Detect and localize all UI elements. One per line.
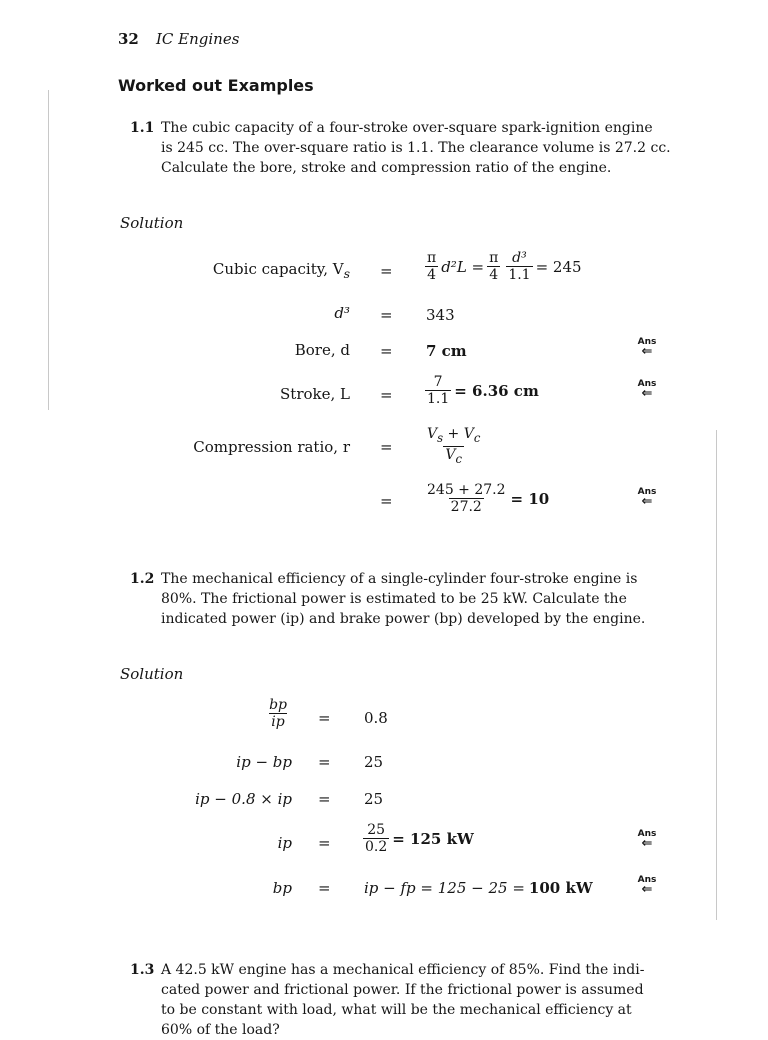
problem-line: The mechanical efficiency of a single-cylinder four-stroke engine is <box>161 571 638 587</box>
problem-number: 1.1 <box>130 120 155 136</box>
problem-text <box>161 960 670 1040</box>
expression: d²L = <box>441 257 485 276</box>
fraction <box>425 374 451 407</box>
result: = 125 kW <box>392 829 474 848</box>
symbol: V <box>427 426 438 442</box>
numerator: 7 <box>433 374 443 390</box>
equals-sign: = <box>380 438 393 456</box>
equals-sign: = <box>318 709 331 727</box>
answer-marker <box>634 379 660 401</box>
compression-ratio-lhs: Compression ratio, r <box>193 438 350 456</box>
answer-marker <box>634 829 660 851</box>
answer-label: Ans <box>637 875 657 885</box>
subscript: c <box>473 430 481 445</box>
problem-text <box>161 118 670 178</box>
answer-label: Ans <box>637 829 657 839</box>
result: 100 kW <box>528 879 593 897</box>
cubic-capacity-label: Cubic capacity, V <box>212 260 344 278</box>
denominator <box>443 446 464 467</box>
problem-1-3 <box>130 960 670 1040</box>
problem-line: indicated power (ip) and brake power (bp) developed by the engine. <box>161 611 646 627</box>
cubic-capacity-lhs <box>213 260 350 281</box>
equals-sign: = <box>318 753 331 771</box>
ip-substitution-lhs: ip − 0.8 × ip <box>195 790 292 808</box>
equals-sign: = <box>380 492 393 510</box>
stroke-rhs <box>422 374 539 407</box>
answer-marker <box>634 875 660 897</box>
ip-lhs: ip <box>277 834 292 852</box>
answer-label: Ans <box>637 379 657 389</box>
subscript: s <box>343 266 350 281</box>
cubic-capacity-rhs <box>422 250 582 283</box>
ip-minus-bp-lhs: ip − bp <box>236 753 292 771</box>
symbol: V <box>445 446 456 463</box>
result: = 6.36 cm <box>454 381 539 400</box>
ip-minus-bp-value: 25 <box>364 753 384 771</box>
compression-ratio-rhs <box>422 426 485 467</box>
problem-1-1 <box>130 118 670 178</box>
problem-line: to be constant with load, what will be the mechanical efficiency at <box>161 1002 632 1018</box>
numerator: π <box>489 250 499 266</box>
problem-number: 1.2 <box>130 571 155 587</box>
problem-line: A 42.5 kW engine has a mechanical efficiency of 85%. Find the indi- <box>161 962 645 978</box>
left-margin-rule <box>48 90 49 410</box>
answer-marker <box>634 487 660 509</box>
fraction <box>487 250 500 283</box>
running-title: IC Engines <box>156 30 240 48</box>
bp-rhs <box>364 879 593 897</box>
fraction <box>506 250 532 283</box>
left-double-arrow-icon: ⇐ <box>641 386 653 401</box>
numerator: π <box>427 250 437 266</box>
fraction <box>425 250 438 283</box>
equals-sign: = <box>380 306 393 324</box>
denominator: 4 <box>427 267 437 283</box>
problem-line: 60% of the load? <box>161 1022 280 1038</box>
equals-sign: = <box>380 262 393 280</box>
denominator: ip <box>271 714 285 730</box>
ratio-value: 0.8 <box>364 709 388 727</box>
solution-label: Solution <box>120 665 184 683</box>
left-double-arrow-icon: ⇐ <box>641 494 653 509</box>
right-margin-rule <box>716 430 717 920</box>
problem-text <box>161 569 670 629</box>
bore-lhs: Bore, d <box>294 341 350 359</box>
bp-lhs: bp <box>272 879 292 897</box>
bp-ip-ratio-lhs <box>264 697 292 730</box>
subscript: s <box>437 430 444 445</box>
answer-label: Ans <box>637 337 657 347</box>
denominator: 0.2 <box>365 839 388 855</box>
stroke-lhs: Stroke, L <box>280 385 350 403</box>
solution-label: Solution <box>120 214 184 232</box>
ip-substitution-value: 25 <box>364 790 384 808</box>
denominator: 1.1 <box>427 391 450 407</box>
equals-sign: = <box>318 879 331 897</box>
numerator: bp <box>269 697 287 713</box>
numerator: 245 + 27.2 <box>427 482 506 498</box>
equals-sign: = <box>318 834 331 852</box>
answer-label: Ans <box>637 487 657 497</box>
equals-sign: = <box>380 386 393 404</box>
problem-1-2 <box>130 569 670 629</box>
answer-marker <box>634 337 660 359</box>
section-title: Worked out Examples <box>118 76 314 95</box>
expression: ip − fp = 125 − 25 = <box>364 879 525 897</box>
fraction <box>267 697 289 730</box>
denominator: 1.1 <box>508 267 531 283</box>
subscript: c <box>455 451 463 466</box>
problem-line: The cubic capacity of a four-stroke over-square spark-ignition engine <box>161 120 653 136</box>
compression-ratio-result <box>422 482 549 515</box>
numerator <box>425 426 482 446</box>
numerator: d³ <box>512 250 527 266</box>
ip-rhs <box>360 822 474 855</box>
d-cubed-value: 343 <box>426 306 455 324</box>
equals-sign: = <box>380 342 393 360</box>
problem-line: cated power and frictional power. If the frictional power is assumed <box>161 982 644 998</box>
left-double-arrow-icon: ⇐ <box>641 882 653 897</box>
fraction <box>425 482 508 515</box>
symbol: + V <box>443 426 474 442</box>
numerator: 25 <box>367 822 386 838</box>
page-number: 32 <box>118 30 139 48</box>
problem-number: 1.3 <box>130 962 155 978</box>
left-double-arrow-icon: ⇐ <box>641 836 653 851</box>
denominator: 4 <box>489 267 499 283</box>
problem-line: is 245 cc. The over-square ratio is 1.1. The clearance volume is 27.2 cc. <box>161 140 671 156</box>
denominator: 27.2 <box>450 499 482 515</box>
equals-sign: = <box>318 790 331 808</box>
fraction <box>363 822 389 855</box>
problem-line: 80%. The frictional power is estimated to be 25 kW. Calculate the <box>161 591 627 607</box>
result: = 10 <box>510 489 550 508</box>
left-double-arrow-icon: ⇐ <box>641 344 653 359</box>
problem-line: Calculate the bore, stroke and compression ratio of the engine. <box>161 160 612 176</box>
d-cubed-lhs: d³ <box>334 304 350 322</box>
fraction <box>425 426 482 467</box>
bore-value: 7 cm <box>426 342 467 360</box>
result: = 245 <box>535 257 582 276</box>
